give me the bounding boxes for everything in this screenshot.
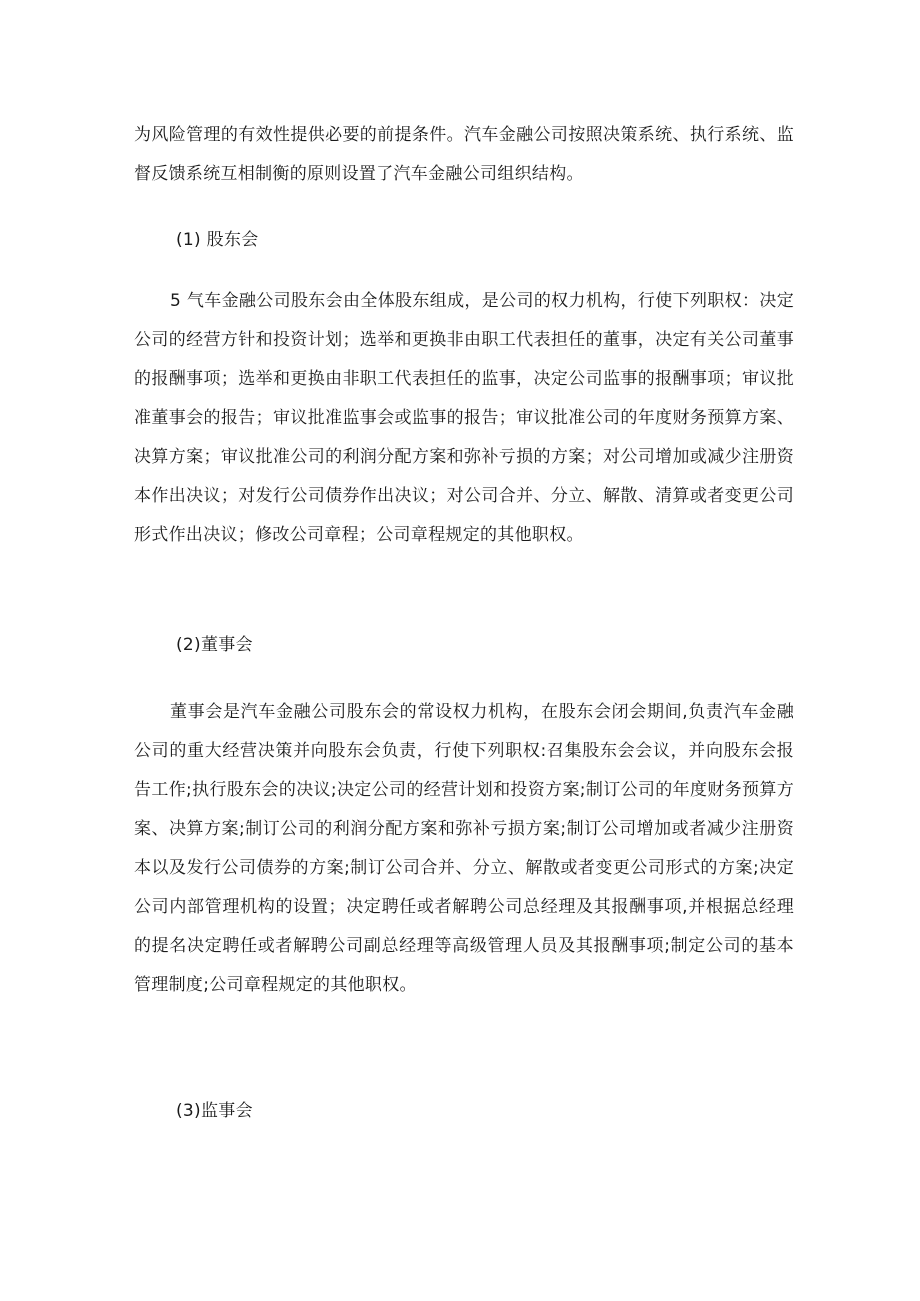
section-heading-shareholders-meeting: (1) 股东会	[176, 230, 259, 250]
section-body-shareholders-meeting: 5 气车金融公司股东会由全体股东组成，是公司的权力机构，行使下列职权：决定公司的经营方针和投资计划；选举和更换非由职工代表担任的董事，决定有关公司董事的报酬事项；选举和更换由非职工代表担任的监事，决定公司监事的报酬事项；审议批准董事会的报告；审议批准监事会或监事的报告；审议批准公司的年度财务预算方案、决算方案；审议批准公司的利润分配方案和弥补亏损的方案；对公司增加或减少注册资本作出决议；对发行公司债券作出决议；对公司合并、分立、解散、清算或者变更公司形式作出决议；修改公司章程；公司章程规定的其他职权。	[134, 291, 794, 545]
section-body-board-of-directors: 董事会是汽车金融公司股东会的常设权力机构，在股东会闭会期间,负责汽车金融公司的重大经营决策并向股东会负责，行使下列职权:召集股东会会议，并向股东会报告工作;执行股东会的决议;决定公司的经营计划和投资方案;制订公司的年度财务预算方案、决算方案;制订公司的利润分配方案和弥补亏损方案;制订公司增加或者减少注册资本以及发行公司债券的方案;制订公司合并、分立、解散或者变更公司形式的方案;决定公司内部管理机构的设置；决定聘任或者解聘公司总经理及其报酬事项,并根据总经理的提名决定聘任或者解聘公司副总经理等高级管理人员及其报酬事项;制定公司的基本管理制度;公司章程规定的其他职权。	[134, 702, 794, 995]
section-heading-board-of-directors: (2)董事会	[176, 635, 253, 655]
section-heading-supervisory-board: (3)监事会	[176, 1101, 253, 1121]
intro-paragraph: 为风险管理的有效性提供必要的前提条件。汽车金融公司按照决策系统、执行系统、监督反馈系统互相制衡的原则设置了汽车金融公司组织结构。	[134, 125, 794, 184]
